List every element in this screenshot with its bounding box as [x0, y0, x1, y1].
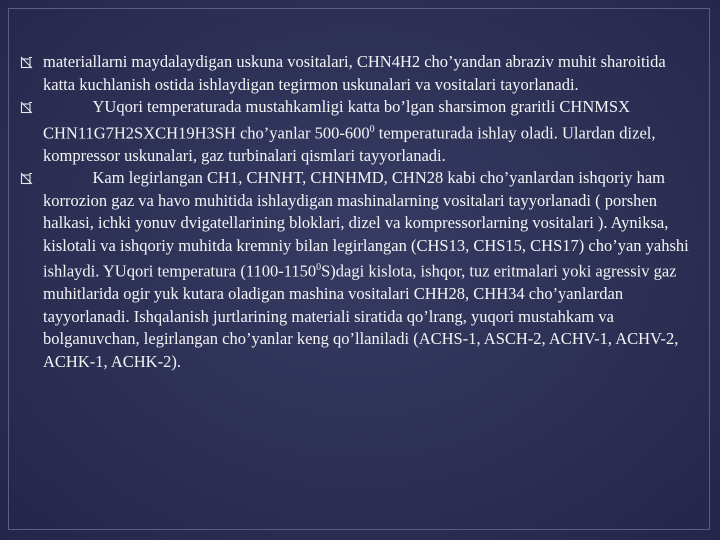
crossed-box-icon	[20, 56, 33, 69]
bullet-text-main: Kam legirlangan CH1, CHNHT, CHNHMD, CHN28 kabi cho’yanlardan ishqoriy ham korrozion gaz va havo muhitida ishlaydigan mashinalarning vositalari tayyorlanadi ( porshen halkasi, ichki yonuv dvigatellarining bloklari, dizel va kompressorlarning vositalari ). Ayniksa, kislotali va ishqoriy muhitda kremniy bilan legirlangan (CHS13, CHS15, CHS17) cho’yan yahshi ishlaydi. YUqori temperatura (1100-1150	[43, 168, 689, 281]
bullet-text-rest: S)dagi kislota, ishqor, tuz eritmalari yoki agressiv gaz muhitlarida ogir yuk kutara oladigan mashina vositalari CHH28, CHH34 cho’yanlardan tayyorlanadi. Ishqalanish jurtlarining materiali siratida qo’lrang, yuqori mustahkam va bolganuvchan, legirlangan cho’yanlar keng qo’llaniladi (ACHS-1, ASCH-2, ACHV-1, ACHV-2, ACHK-1, ACHK-2).	[43, 261, 679, 371]
bullet-item	[20, 51, 698, 96]
bullet-text	[43, 96, 698, 167]
bullet-item	[20, 96, 698, 167]
bullet-text: materiallarni maydalaydigan uskuna vositalari, CHN4H2 cho’yandan abraziv muhit sharoitida katta kuchlanish ostida ishlaydigan tegirmon uskunalari va vositalari tayorlanadi.	[43, 52, 666, 94]
degree-superscript: 0	[316, 262, 322, 273]
crossed-box-icon	[20, 101, 33, 114]
bullet-text-rest: temperaturada ishlay oladi. Ulardan dizel, kompressor uskunalari, gaz turbinalari qismlari tayyorlanadi.	[43, 123, 656, 165]
bullet-list	[20, 51, 698, 373]
bullet-text	[43, 167, 698, 373]
bullet-item	[20, 167, 698, 373]
crossed-box-icon	[20, 172, 33, 185]
degree-superscript: 0	[369, 123, 375, 135]
bullet-text-main: YUqori temperaturada mustahkamligi katta bo’lgan sharsimon graritli CHNMSX CHN11G7H2SXCH19H3SH cho’yanlar 500-600	[43, 97, 631, 142]
